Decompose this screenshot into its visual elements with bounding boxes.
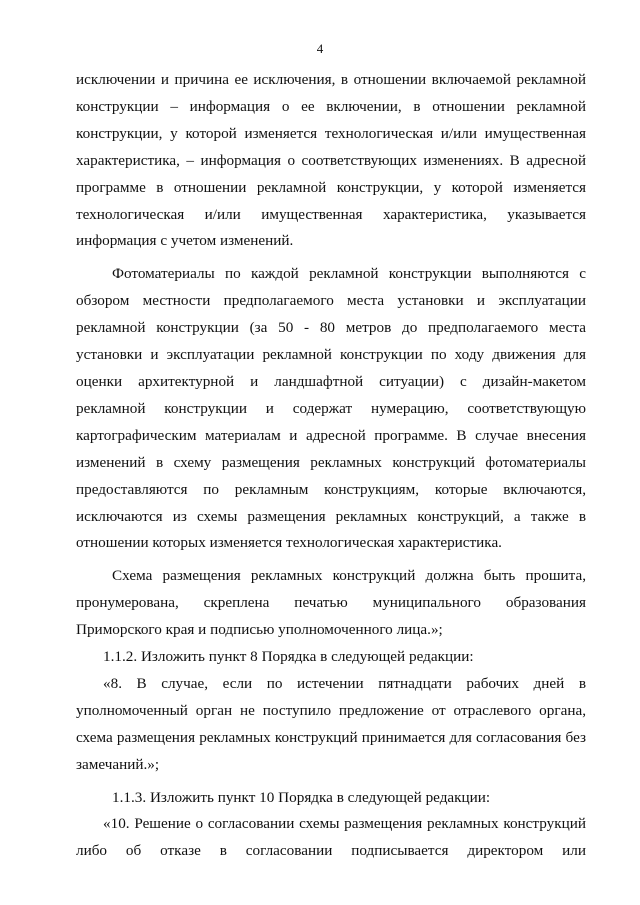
paragraph-continuation: исключении и причина ее исключения, в отношении включаемой рекламной конструкции – информация о ее включении, в отношении рекламной конструкции, у которой изменяется технологическая и/или имущественная характеристика, – информация о соответствующих изменениях. В адресной программе в отношении рекламной конструкции, у которой изменяется технологическая и/или имущественная характеристика, указывается информация с учетом изменений. [76, 71, 586, 250]
paragraph-amendment-1-1-2: 1.1.2. Изложить пункт 8 Порядка в следующей редакции: [103, 648, 474, 666]
document-body [76, 67, 586, 865]
paragraph-photomaterials: Фотоматериалы по каждой рекламной конструкции выполняются с обзором местности предполагаемого места установки и эксплуатации рекламной конструкции (за 50 - 80 метров до предполагаемого места установки и эксплуатации рекламной конструкции по ходу движения для оценки архитектурной и ландшафтной ситуации) с дизайн-макетом рекламной конструкции и содержат нумерацию, соответствующую картографическим материалам и адресной программе. В случае внесения изменений в схему размещения рекламных конструкций фотоматериалы предоставляются по рекламным конструкциям, которые включаются, исключаются из схемы размещения рекламных конструкций, а также в отношении которых изменяется технологическая характеристика. [76, 265, 586, 552]
paragraph-amendment-1-1-3: 1.1.3. Изложить пункт 10 Порядка в следующей редакции: [112, 788, 491, 806]
paragraph-clause-10: «10. Решение о согласовании схемы размещения рекламных конструкций либо об отказе в согласовании подписывается директором или [76, 815, 586, 860]
page-number: 4 [316, 41, 324, 56]
paragraph-clause-8: «8. В случае, если по истечении пятнадцати рабочих дней в уполномоченный орган не поступило предложение от отраслевого органа, схема размещения рекламных конструкций принимается для согласования без замечаний.»; [76, 674, 586, 773]
paragraph-scheme-requirements: Схема размещения рекламных конструкций должна быть прошита, пронумерована, скреплена печатью муниципального образования Приморского края и подписью уполномоченного лица.»; [76, 567, 586, 639]
